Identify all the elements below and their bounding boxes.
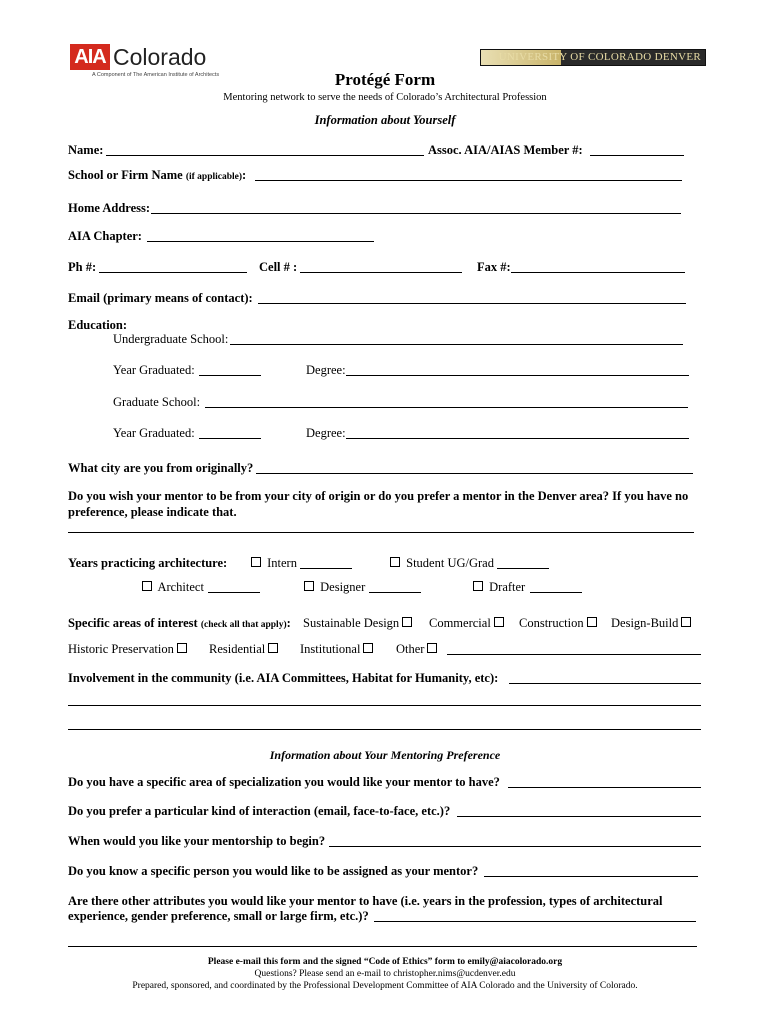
name-field[interactable] (106, 155, 424, 156)
mentor-location-field[interactable] (68, 532, 694, 533)
footer-questions: Questions? Please send an e-mail to christopher.nims@ucdenver.edu (254, 969, 516, 979)
aia-logo-word: Colorado (113, 44, 207, 70)
cell-field[interactable] (300, 272, 462, 273)
city-field[interactable] (256, 473, 693, 474)
cu-denver-banner (480, 49, 706, 66)
interest-construction-label: Construction (519, 616, 584, 630)
grad-school-field[interactable] (205, 407, 688, 408)
member-field[interactable] (590, 155, 684, 156)
question-begin: When would you like your mentorship to begin? (68, 834, 326, 848)
interaction-field[interactable] (457, 816, 701, 817)
phone-field[interactable] (99, 272, 247, 273)
involvement-field-line-3[interactable] (68, 729, 701, 730)
interest-sustainable[interactable] (303, 616, 415, 631)
interest-commercial-label: Commercial (429, 616, 491, 630)
section-yourself-heading: Information about Yourself (314, 113, 456, 127)
involvement-label: Involvement in the community (i.e. AIA Committees, Habitat for Humanity, etc): (68, 671, 499, 685)
home-address-field[interactable] (151, 213, 681, 214)
question-specific-person: Do you know a specific person you would like to be assigned as your mentor? (68, 864, 479, 878)
designer-checkbox[interactable] (304, 581, 314, 591)
student-label: Student UG/Grad (406, 556, 494, 570)
grad-degree-label: Degree: (306, 426, 346, 440)
banner-text: UNIVERSITY OF COLORADO DENVER (498, 51, 701, 63)
chapter-label: AIA Chapter: (68, 229, 142, 243)
check-all-note: (check all that apply) (200, 620, 287, 630)
footer-prepared-by: Prepared, sponsored, and coordinated by the Professional Development Committee of AIA Colorado and the University of Colorado. (132, 981, 638, 991)
interest-historic[interactable] (68, 642, 190, 657)
student-checkbox[interactable] (390, 557, 400, 567)
intern-label: Intern (267, 556, 297, 570)
years-practicing-label: Years practicing architecture: (68, 556, 228, 570)
interest-residential-label: Residential (209, 642, 266, 656)
interest-construction[interactable] (519, 616, 600, 631)
involvement-field-line-2[interactable] (68, 705, 701, 706)
email-label: Email (primary means of contact): (68, 291, 253, 305)
drafter-option[interactable] (470, 580, 525, 595)
city-label: What city are you from originally? (68, 461, 254, 475)
interest-residential[interactable] (209, 642, 281, 657)
intern-years-field[interactable] (300, 568, 352, 569)
fax-field[interactable] (511, 272, 685, 273)
undergrad-year-label: Year Graduated: (113, 363, 195, 377)
architect-checkbox[interactable] (142, 581, 152, 591)
undergrad-field[interactable] (230, 344, 683, 345)
aia-logo-subtitle: A Component of The American Institute of Architects (92, 72, 220, 78)
interests-row-1 (68, 616, 291, 631)
form-subtitle: Mentoring network to serve the needs of Colorado’s Architectural Profession (223, 92, 547, 103)
interest-institutional-label: Institutional (300, 642, 361, 656)
email-field[interactable] (258, 303, 686, 304)
student-option[interactable] (387, 556, 494, 571)
design-build-checkbox[interactable] (681, 617, 691, 627)
sustainable-checkbox[interactable] (402, 617, 412, 627)
specific-person-field[interactable] (484, 876, 698, 877)
question-attributes: Are there other attributes you would like your mentor to have (i.e. years in the profession, types of architectural (68, 894, 663, 908)
school-label-text: School or Firm Name (68, 168, 183, 182)
member-label: Assoc. AIA/AIAS Member #: (428, 143, 583, 157)
interest-design-build-label: Design-Build (611, 616, 679, 630)
interests-colon: : (286, 616, 291, 630)
begin-field[interactable] (329, 846, 701, 847)
form-title: Protégé Form (334, 70, 436, 89)
architect-years-field[interactable] (208, 592, 260, 593)
drafter-years-field[interactable] (530, 592, 582, 593)
residential-checkbox[interactable] (268, 643, 278, 653)
intern-option[interactable] (248, 556, 297, 571)
grad-degree-field[interactable] (346, 438, 689, 439)
grad-year-label: Year Graduated: (113, 426, 195, 440)
name-label: Name: (68, 143, 104, 157)
education-label: Education: (68, 318, 128, 332)
home-address-label: Home Address: (68, 201, 151, 215)
designer-option[interactable] (301, 580, 365, 595)
specialization-field[interactable] (508, 787, 701, 788)
attributes-field[interactable] (374, 921, 696, 922)
designer-years-field[interactable] (369, 592, 421, 593)
undergrad-degree-field[interactable] (346, 375, 689, 376)
if-applicable-note: (if applicable) (185, 172, 243, 182)
question-interaction: Do you prefer a particular kind of interaction (email, face-to-face, etc.)? (68, 804, 451, 818)
cell-label: Cell # : (259, 260, 298, 274)
institutional-checkbox[interactable] (363, 643, 373, 653)
intern-checkbox[interactable] (251, 557, 261, 567)
interest-commercial[interactable] (429, 616, 507, 631)
mentor-location-question-cont: preference, please indicate that. (68, 505, 237, 519)
construction-checkbox[interactable] (587, 617, 597, 627)
school-label (68, 168, 246, 183)
architect-option[interactable] (139, 580, 204, 595)
commercial-checkbox[interactable] (494, 617, 504, 627)
fax-label: Fax #: (477, 260, 511, 274)
interest-other[interactable] (396, 642, 440, 657)
architect-label: Architect (157, 580, 204, 594)
attributes-field-line-2[interactable] (68, 946, 697, 947)
interest-design-build[interactable] (611, 616, 694, 631)
drafter-checkbox[interactable] (473, 581, 483, 591)
question-specialization: Do you have a specific area of specialization you would like your mentor to have? (68, 775, 500, 789)
interests-label: Specific areas of interest (68, 616, 198, 630)
grad-year-field[interactable] (199, 438, 261, 439)
historic-checkbox[interactable] (177, 643, 187, 653)
footer-email-instructions: Please e-mail this form and the signed “Code of Ethics” form to emily@aiacolorado.org (207, 957, 563, 967)
section-mentoring-heading: Information about Your Mentoring Preference (269, 748, 501, 762)
interest-other-label: Other (396, 642, 425, 656)
mentor-location-question: Do you wish your mentor to be from your city of origin or do you prefer a mentor in the Denver area? If you have no (68, 489, 689, 503)
drafter-label: Drafter (489, 580, 526, 594)
aia-logo-mark: AIA (70, 44, 110, 70)
undergrad-year-field[interactable] (199, 375, 261, 376)
undergrad-degree-label: Degree: (306, 363, 346, 377)
phone-label: Ph #: (68, 260, 97, 274)
school-field[interactable] (255, 180, 682, 181)
involvement-field[interactable] (509, 683, 701, 684)
designer-label: Designer (320, 580, 366, 594)
interest-sustainable-label: Sustainable Design (303, 616, 400, 630)
interest-historic-label: Historic Preservation (68, 642, 174, 656)
school-colon: : (242, 168, 247, 182)
interest-institutional[interactable] (300, 642, 376, 657)
student-years-field[interactable] (497, 568, 549, 569)
grad-school-label: Graduate School: (113, 395, 201, 409)
chapter-field[interactable] (147, 241, 374, 242)
question-attributes-cont: experience, gender preference, small or large firm, etc.)? (68, 909, 369, 923)
other-checkbox[interactable] (427, 643, 437, 653)
other-field[interactable] (447, 654, 701, 655)
undergrad-label: Undergraduate School: (113, 332, 229, 346)
